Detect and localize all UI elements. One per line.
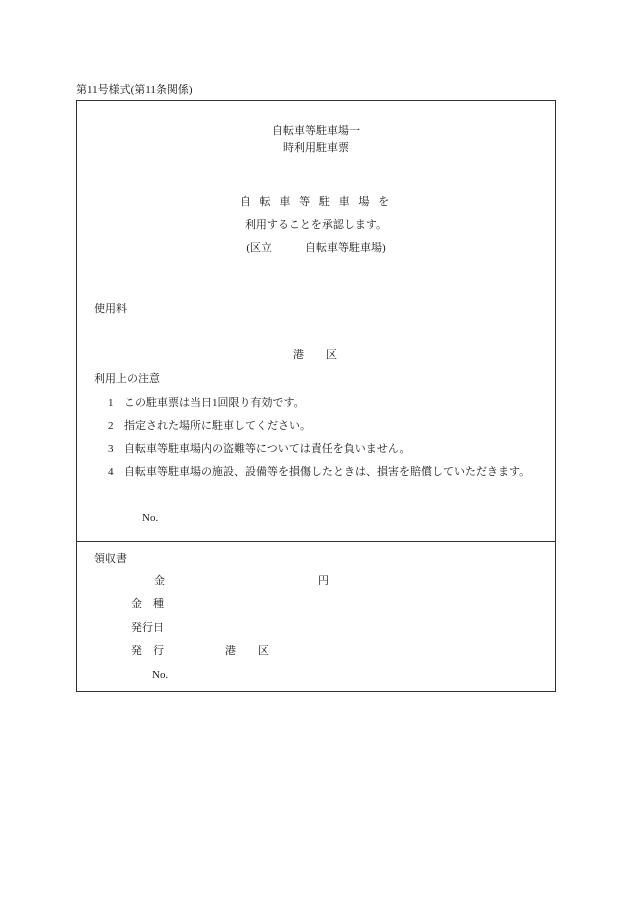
fee-label: 使用料 <box>94 303 127 315</box>
receipt-issuer: 港 区 <box>225 645 269 657</box>
note-number: 2 <box>108 420 114 432</box>
note-number: 4 <box>108 466 114 478</box>
issue-date-label: 発行日 <box>131 622 164 634</box>
note-text: 自転車等駐車場内の盗難等については責任を負いません。 <box>124 443 411 455</box>
receipt-heading: 領収書 <box>94 553 127 565</box>
approval-line3: (区立 自転車等駐車場) <box>246 242 386 254</box>
note-text: 自転車等駐車場の施設、設備等を損傷したときは、損害を賠償していただきます。 <box>124 466 531 478</box>
note-number: 3 <box>108 443 114 455</box>
note-number: 1 <box>108 397 114 409</box>
note-text: この駐車票は当日1回限り有効です。 <box>124 397 305 409</box>
notes-heading: 利用上の注意 <box>94 373 160 385</box>
ticket-title-line1: 自転車等駐車場一 <box>272 125 360 137</box>
type-label: 金 種 <box>131 598 164 610</box>
issuer-label: 発 行 <box>131 645 164 657</box>
note-text: 指定された場所に駐車してください。 <box>124 420 311 432</box>
receipt-divider <box>76 541 556 542</box>
amount-prefix: 金 <box>154 575 165 587</box>
approval-line2: 利用することを承認します。 <box>244 219 388 231</box>
ticket-title-line2: 時利用駐車票 <box>283 142 349 154</box>
ticket-issuer: 港 区 <box>293 349 337 361</box>
approval-line1: 自 転 車 等 駐 車 場 を <box>239 196 393 208</box>
receipt-number-label: No. <box>152 669 169 681</box>
ticket-number-label: No. <box>142 512 159 524</box>
form-label: 第11号様式(第11条関係) <box>76 84 193 96</box>
amount-unit: 円 <box>318 575 329 587</box>
